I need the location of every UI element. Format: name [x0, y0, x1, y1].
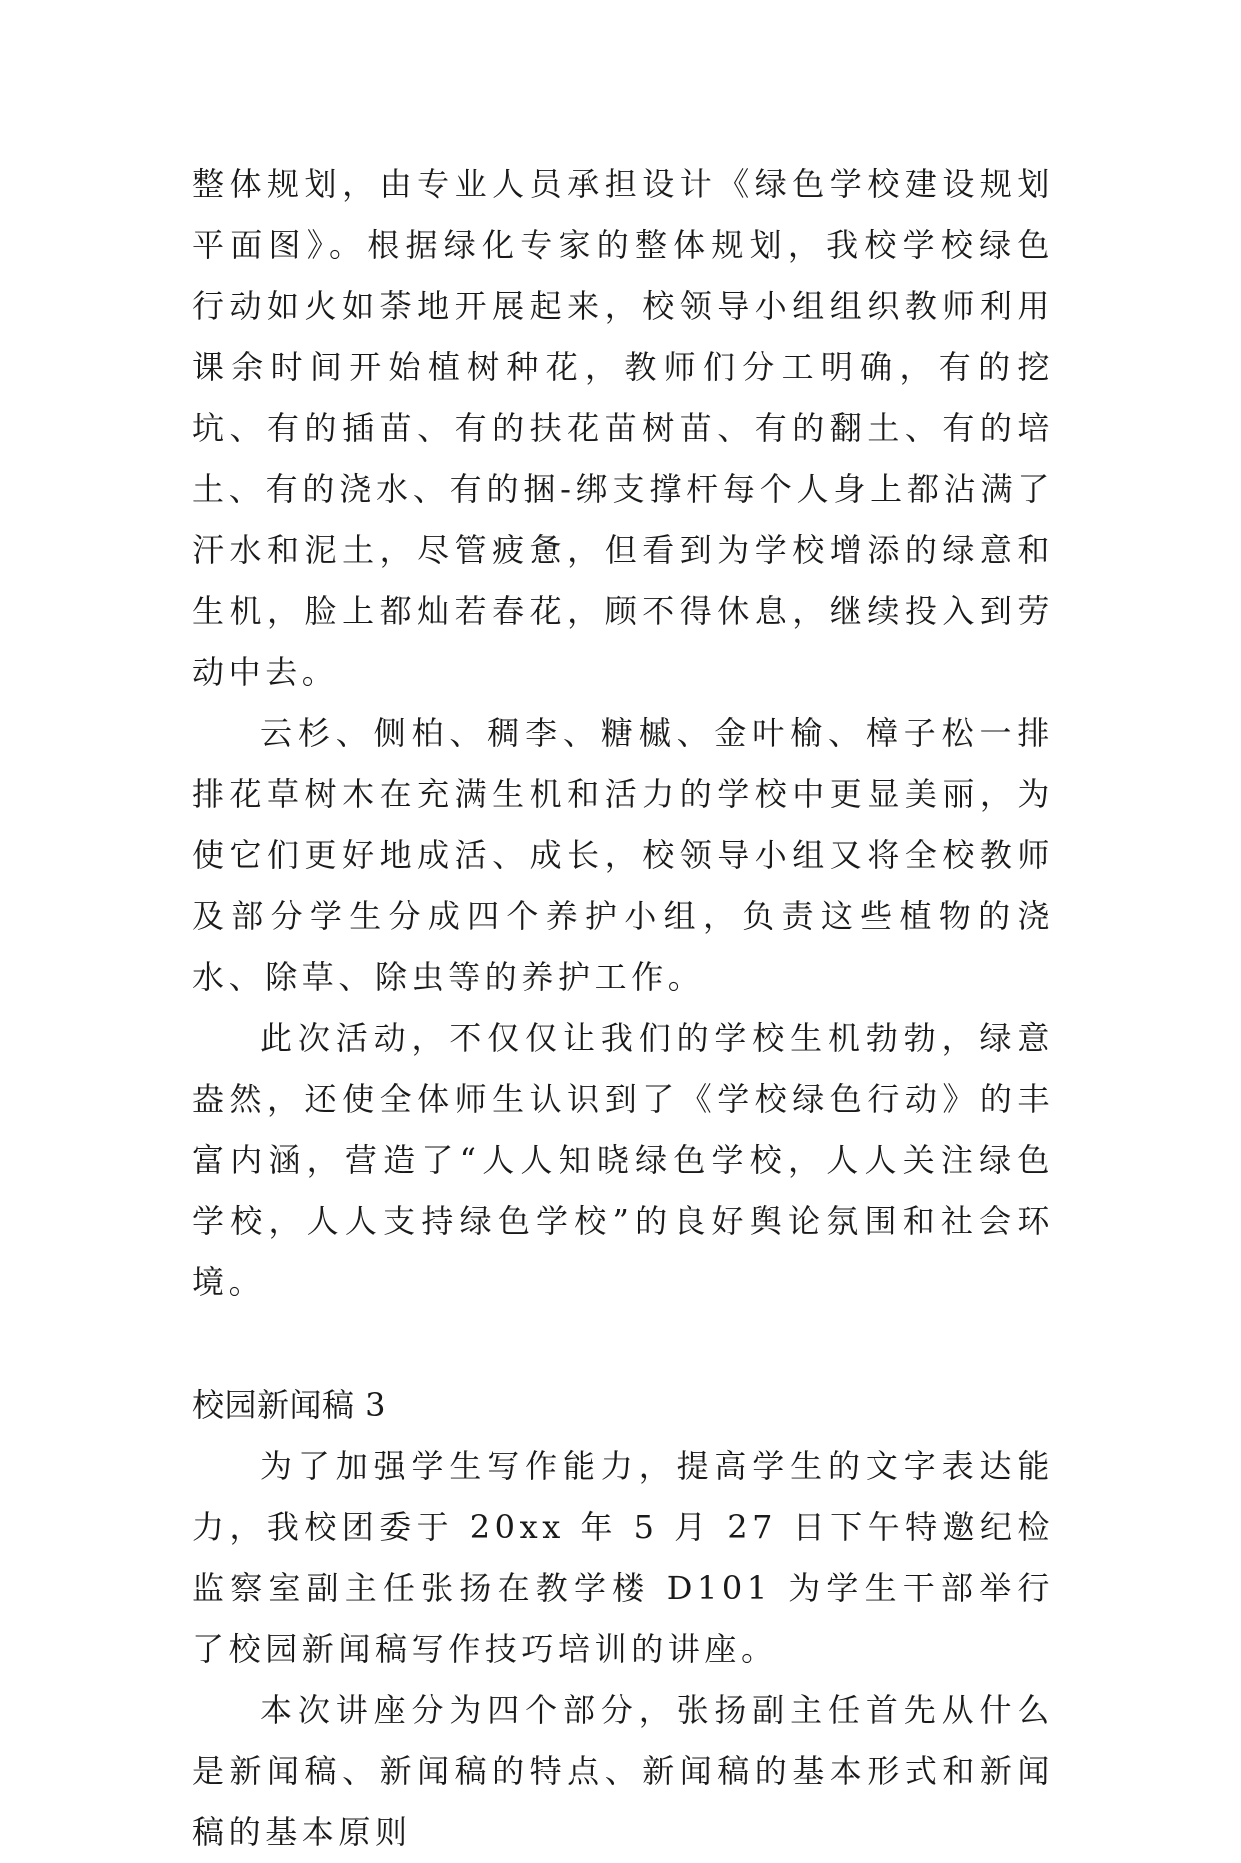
paragraph-4: 为了加强学生写作能力，提高学生的文字表达能力，我校团委于 20xx 年 5 月 27 日下午特邀纪检监察室副主任张扬在教学楼 D101 为学生干部举行了校园新闻稿写作技巧培训的讲座。	[192, 1447, 1054, 1668]
section-gap	[192, 1313, 1054, 1375]
section-heading: 校园新闻稿 3	[192, 1386, 387, 1424]
paragraph-2: 云杉、侧柏、稠李、糖槭、金叶榆、樟子松一排排花草树木在充满生机和活力的学校中更显美丽，为使它们更好地成活、成长，校领导小组又将全校教师及部分学生分成四个养护小组，负责这些植物的浇水、除草、除虫等的养护工作。	[192, 714, 1054, 996]
paragraph-1: 整体规划，由专业人员承担设计《绿色学校建设规划平面图》。根据绿化专家的整体规划，我校学校绿色行动如火如荼地开展起来，校领导小组组织教师利用课余时间开始植树种花，教师们分工明确，有的挖坑、有的插苗、有的扶花苗树苗、有的翻土、有的培土、有的浇水、有的捆-绑支撑杆每个人身上都沾满了汗水和泥土，尽管疲惫，但看到为学校增添的绿意和生机，脸上都灿若春花，顾不得休息，继续投入到劳动中去。	[192, 165, 1054, 691]
paragraph-5: 本次讲座分为四个部分，张扬副主任首先从什么是新闻稿、新闻稿的特点、新闻稿的基本形式和新闻稿的基本原则	[192, 1691, 1054, 1851]
document-body	[192, 154, 1054, 1863]
paragraph-3: 此次活动，不仅仅让我们的学校生机勃勃，绿意盎然，还使全体师生认识到了《学校绿色行动》的丰富内涵，营造了“人人知晓绿色学校，人人关注绿色学校，人人支持绿色学校”的良好舆论氛围和社会环境。	[192, 1019, 1054, 1301]
